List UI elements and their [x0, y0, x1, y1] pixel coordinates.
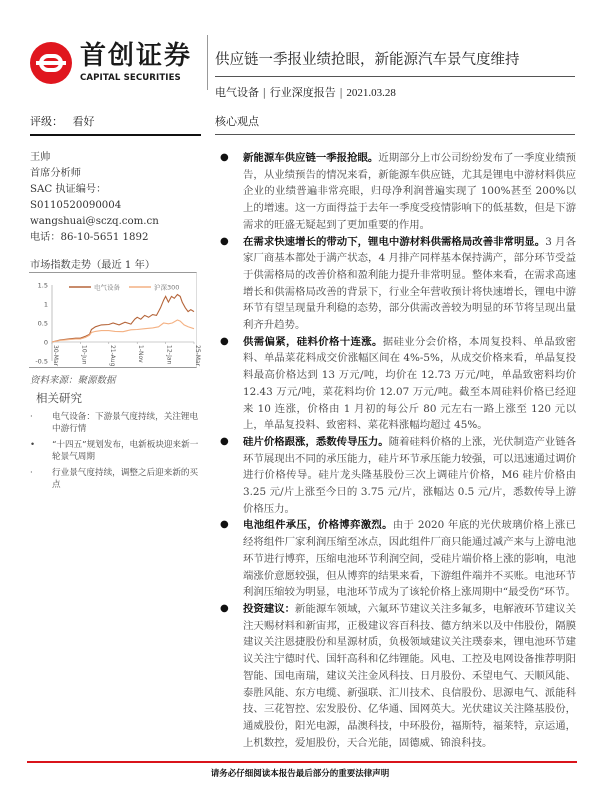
core-view-body — [218, 150, 576, 751]
point-heading: 投资建议： — [243, 602, 296, 615]
bullet-icon: • — [30, 440, 36, 450]
sac-number: S0110520090004 — [30, 200, 122, 211]
company-logo — [30, 40, 200, 92]
analyst-name: 王帅 — [30, 152, 51, 163]
related-item[interactable] — [30, 411, 202, 435]
sector: 电气设备 — [215, 86, 259, 99]
core-point — [218, 434, 576, 518]
analyst-title: 首席分析师 — [30, 168, 81, 179]
report-meta: 电气设备 | 行业深度报告 | 2021.03.28 — [215, 86, 396, 99]
core-point — [218, 234, 576, 334]
header-divider — [207, 35, 208, 90]
bullet-icon: ● — [220, 152, 229, 163]
analyst-email[interactable]: wangshuai@sczq.com.cn — [30, 216, 159, 227]
x-tick-label: 12-Jan — [165, 345, 173, 365]
bullet-icon: · — [30, 412, 33, 422]
related-item-text: “十四五”规划发布，电新板块迎来新一轮景气周期 — [52, 440, 199, 462]
x-tick-label: 30-Mar — [52, 345, 59, 367]
footer-disclaimer: 请务必仔细阅读本报告最后部分的重要法律声明 — [210, 769, 390, 779]
analyst-phone: 电话：86-10-5651 1892 — [30, 232, 149, 243]
point-text: 近期部分上市公司纷纷发布了一季度业绩预告，从业绩预告的情况来看，新能源车供应链，尤其是锂电中游材料供应企业的业绩普遍非常亮眼，归母净利润普遍实现了 100%甚至 200%以上的增速。这一方面得益于去年一季度受疫情影响下的低基数，但是下游需求的旺盛无疑起到了更加重要的作用。 — [243, 152, 577, 231]
logo-name-en: CAPITAL SECURITIES — [80, 73, 181, 83]
y-tick-label: 1.5 — [37, 281, 48, 290]
bullet-icon: · — [30, 468, 33, 478]
series-line-electrical-equipment — [52, 295, 194, 343]
sidebar-rule — [30, 134, 201, 136]
related-item-text: 行业景气度持续，调整之后迎来新的买点 — [52, 468, 199, 490]
y-tick-label: -0.5 — [35, 357, 48, 366]
point-heading: 电池组件承压，价格博弈激烈。 — [243, 519, 393, 532]
x-tick-label: 21-Aug — [108, 345, 116, 367]
main-rule — [215, 134, 575, 135]
y-tick-label: 0.5 — [37, 319, 48, 328]
core-view-heading: 核心观点 — [215, 115, 259, 128]
point-heading: 新能源车供应链一季报抢眼。 — [243, 152, 379, 164]
bullet-icon: ● — [220, 435, 229, 447]
rating-label: 评级： — [30, 115, 63, 128]
core-point — [218, 150, 576, 234]
x-tick-label: 1-Nov — [137, 345, 145, 363]
report-type: 行业深度报告 — [269, 86, 336, 99]
chart-svg — [29, 273, 201, 369]
point-heading: 在需求快速增长的带动下，锂电中游材料供需格局改善非常明显。 — [243, 235, 546, 248]
bullet-icon: ● — [220, 519, 229, 531]
point-text: 据硅业分会价格，本周复投料、单晶致密料、单晶菜花料成交价涨幅区间在 4%-5%，从成交价格来看，单晶复投料最高价格达到 13 万元/吨，均价在 12.73 万元/吨，单晶致密料均价 12.43 万元/吨，菜花料均价 12.07 万元/吨。截至本周硅料价格已经迎来 10 连涨，价格由 1 月初的每公斤 80 元左右一路上涨至 120 元以上，单晶复投料、致密料、菜花料涨幅均超过 45%。 — [243, 335, 576, 432]
point-text: 新能源车领域，六氟环节建议关注多氟多，电解液环节建议关注天赐材料和新宙邦，正极建议容百科技、德方纳米以及中伟股份，隔膜建议关注恩捷股份和星源材质，负极领域建议关注璞泰来，锂电池环节建议关注宁德时代、国轩高科和亿纬锂能。风电、工控及电网设备推荐明阳智能、国电南瑞，建议关注金风科技、日月股份、禾望电气、天顺风能、泰胜风能、东方电缆、新强联、汇川技术、良信股份、思源电气、派能科技、三花智控、宏发股份、亿华通、国网英大。光伏建议关注隆基股份，通威股份，阳光电源，晶澳科技，中环股份，福斯特，福莱特，京运通，上机数控，爱旭股份，天合光能，固德威、锦浪科技。 — [243, 602, 577, 749]
point-heading: 供需偏紧，硅料价格十连涨。 — [243, 335, 383, 348]
related-item[interactable] — [30, 467, 202, 491]
point-heading: 硅片价格跟涨，悉数传导压力。 — [243, 435, 389, 448]
core-point — [218, 334, 576, 434]
chart-source: 资料来源：聚源数据 — [30, 375, 116, 386]
point-text: 3 月各家厂商基本都处于满产状态，4 月排产同样基本保持满产，部分环节受益于供需格局的改善价格和盈利能力提升非常明显。整体来看，在需求高速增长和供需格局改善的背景下，行业全年营收预计将快速增长，锂电中游环节有望呈现量升利稳的态势，部分供需改善较为明显的环节将呈现出量利齐升趋势。 — [243, 235, 576, 332]
title-rule — [215, 76, 575, 77]
core-point — [218, 601, 576, 751]
analyst-info — [30, 150, 159, 246]
bullet-icon: ● — [220, 602, 229, 614]
rating — [30, 113, 95, 129]
y-tick-label: 1 — [43, 300, 48, 309]
chart-title: 市场指数走势（最近 1 年） — [30, 260, 156, 271]
related-research-heading: 相关研究 — [36, 391, 82, 405]
related-research-list — [30, 411, 202, 495]
core-point — [218, 517, 576, 601]
logo-s-icon — [30, 42, 72, 84]
x-tick-label: 10-Jun — [80, 345, 88, 365]
market-index-chart — [29, 272, 201, 368]
related-item-text: 电气设备：下游景气度持续，关注锂电中游行情 — [52, 412, 199, 434]
rating-value: 看好 — [72, 115, 95, 128]
point-text: 由于 2020 年底的光伏玻璃价格上涨已经将组件厂家利润压缩至冰点，因此组件厂商只能通过减产来与上游电池环节进行博弈，压缩电池环节利润空间，受硅片端价格上涨的影响，电池端涨价意愿较强，但从博弈的结果来看，下游组件端并不买账。电池环节利润压缩较为明显，电池环节成为了该轮价格上涨周期中“最受伤”环节。 — [243, 519, 576, 599]
related-item[interactable] — [30, 439, 202, 463]
legend-label: 电气设备 — [94, 283, 120, 292]
bullet-icon: ● — [220, 235, 229, 247]
logo-name-cn: 首创证券 — [80, 41, 193, 71]
footer-rule — [27, 761, 577, 763]
x-tick-label: 25-Mar — [194, 345, 201, 367]
point-text: 随着硅料价格的上涨，光伏制造产业链各环节展现出不同的承压能力，硅片环节承压能力较强，可以迅速通过调价进行价格传导。硅片龙头隆基股份三次上调硅片价格，M6 硅片价格由 3.25 元/片上涨至今日的 3.75 元/片，涨幅达 0.5 元/片，悉数传导上游价格压力。 — [243, 435, 577, 515]
y-tick-label: 0 — [43, 338, 48, 347]
report-date: 2021.03.28 — [346, 87, 396, 99]
legend-label: 沪深300 — [154, 283, 180, 292]
sac-label: SAC 执证编号： — [30, 184, 107, 195]
bullet-icon: ● — [220, 335, 229, 347]
report-title: 供应链一季报业绩抢眼，新能源汽车景气度维持 — [215, 52, 520, 68]
